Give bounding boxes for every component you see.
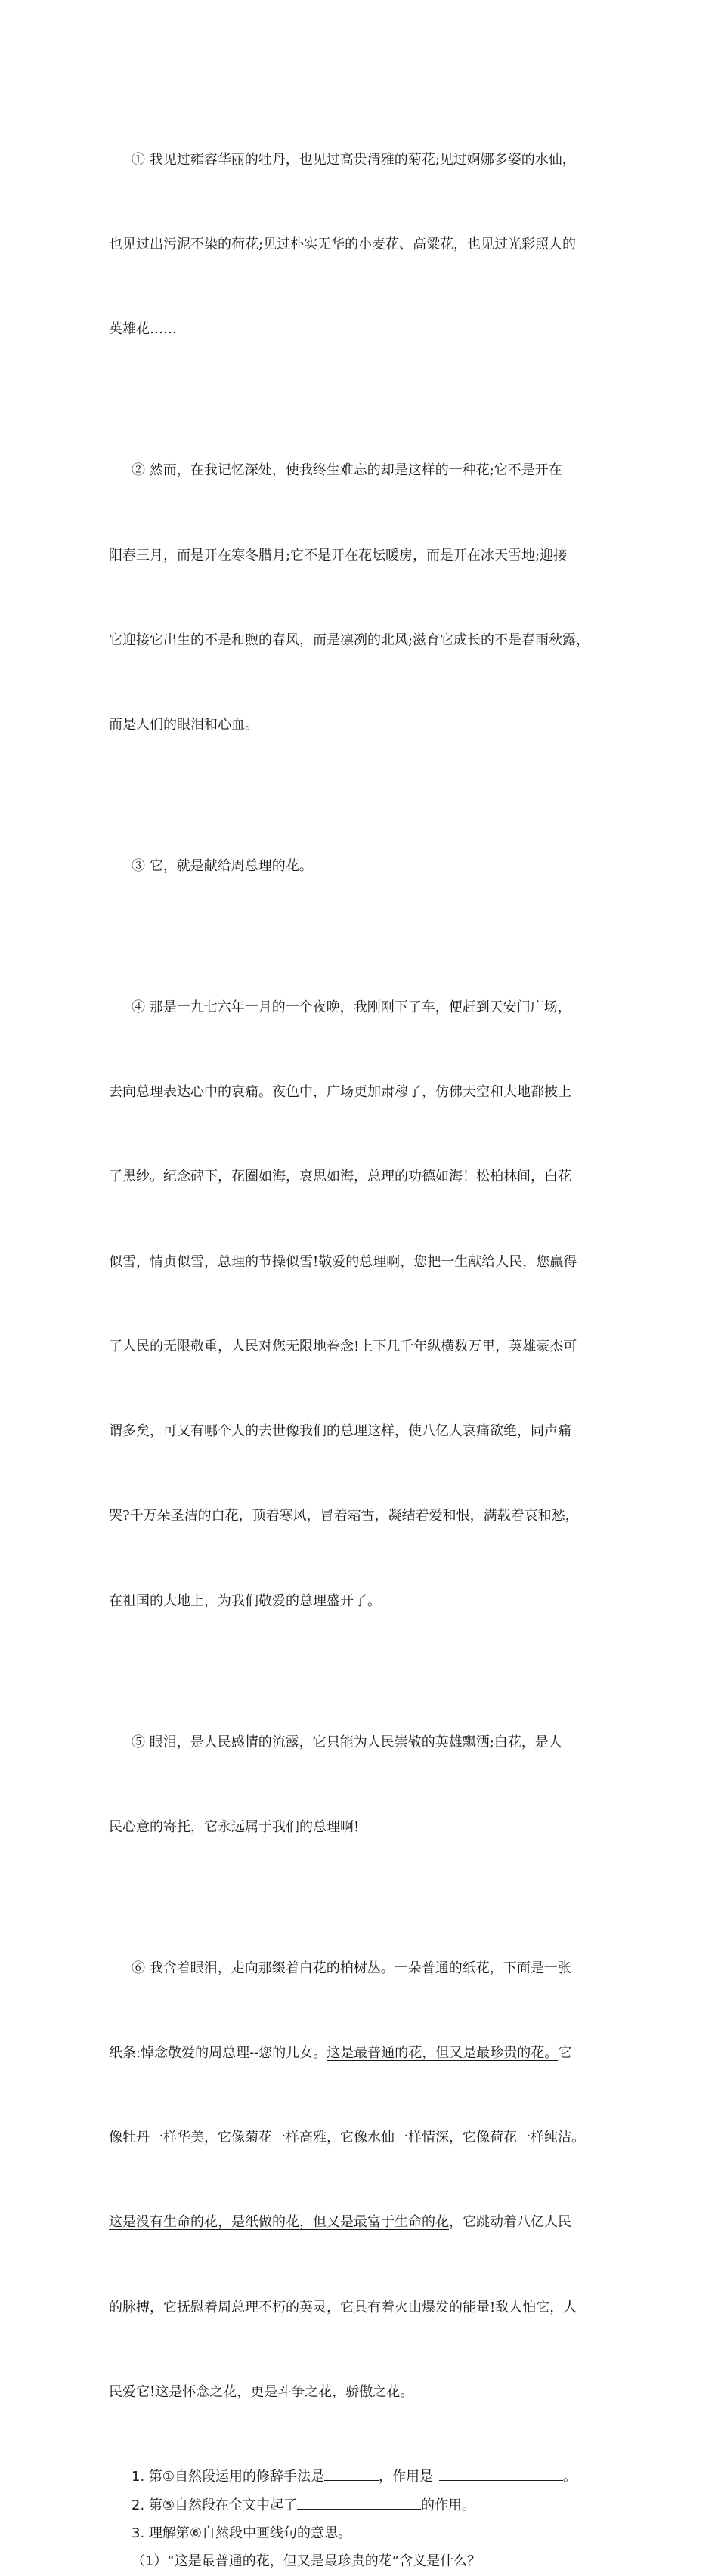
paragraph-1 <box>109 89 617 400</box>
text-line: ⑥ 我含着眼泪，走向那缀着白花的柏树丛。一朵普通的纸花，下面是一张 <box>132 1960 571 1976</box>
text-line: 在祖国的大地上，为我们敬爱的总理盛开了。 <box>109 1592 381 1609</box>
paragraph-6 <box>109 1898 617 2463</box>
answer-blank-rhetoric[interactable] <box>324 2466 379 2481</box>
text-line: 的脉搏，它抚慰着周总理不朽的英灵，它具有着火山爆发的能量!敌人怕它，人 <box>109 2299 577 2315</box>
underlined-sentence-1: 这是最普通的花，但又是最珍贵的花。 <box>327 2045 559 2062</box>
text-line: 去向总理表达心中的哀痛。夜色中，广场更加肃穆了，仿佛天空和大地都披上 <box>109 1084 571 1101</box>
text-line: 民心意的寄托，它永远属于我们的总理啊! <box>109 1818 360 1835</box>
text-line: 谓多矣，可又有哪个人的去世像我们的总理这样，使八亿人哀痛欲绝，同声痛 <box>109 1423 571 1440</box>
text-line: 像牡丹一样华美，它像菊花一样高雅，它像水仙一样情深，它像荷花一样纯洁。 <box>109 2130 585 2146</box>
text-line: 哭?千万朵圣洁的白花，顶着寒风，冒着霜雪，凝结着爱和恨，满载着哀和愁， <box>109 1508 579 1524</box>
answer-blank-function[interactable] <box>297 2495 421 2510</box>
text-line: 阳春三月，而是开在寒冬腊月;它不是开在花坛暖房，而是开在冰天雪地;迎接 <box>109 547 568 564</box>
paragraph-4 <box>109 937 617 1672</box>
text-line: ① 我见过雍容华丽的牡丹，也见过高贵清雅的菊花;见过婀娜多姿的水仙， <box>132 151 576 168</box>
question-text: 2. 第⑤自然段在全文中起了 <box>132 2497 298 2513</box>
text-line: 英雄花…… <box>109 321 177 338</box>
text-line <box>109 2039 617 2067</box>
question-3-sub-1: （1）“这是最普通的花，但又是最珍贵的花”含义是什么？ <box>132 2553 481 2570</box>
underlined-sentence-2: 这是没有生命的花，是纸做的花，但又是最富于生命的花 <box>109 2214 449 2231</box>
question-text: 。 <box>563 2469 577 2485</box>
text-line: 了人民的无限敬重，人民对您无限地眷念!上下几千年纵横数万里，英雄豪杰可 <box>109 1338 577 1354</box>
text-line: 民爱它!这是怀念之花，更是斗争之花，骄傲之花。 <box>109 2383 414 2400</box>
paragraph-2 <box>109 400 617 795</box>
questions-section <box>109 2463 617 2576</box>
text-segment: 纸条:悼念敬爱的周总理--您的儿女。 <box>109 2045 327 2062</box>
question-text: 的作用。 <box>421 2497 476 2513</box>
text-line: 也见过出污泥不染的荷花;见过朴实无华的小麦花、高粱花，也见过光彩照人的 <box>109 236 577 253</box>
text-line: 而是人们的眼泪和心血。 <box>109 716 258 733</box>
paragraph-3 <box>109 795 617 937</box>
text-line: 似雪，情贞似雪，总理的节操似雪!敬爱的总理啊，您把一生献给人民，您赢得 <box>109 1253 577 1270</box>
question-2 <box>132 2491 617 2519</box>
text-line: ② 然而，在我记忆深处，使我终生难忘的却是这样的一种花;它不是开在 <box>132 462 562 479</box>
text-line <box>109 2208 617 2236</box>
text-line: ⑤ 眼泪，是人民感情的流露，它只能为人民崇敬的英雄飘洒;白花，是人 <box>132 1734 562 1750</box>
text-line: ④ 那是一九七六年一月的一个夜晚，我刚刚下了车，便赶到天安门广场， <box>132 999 571 1015</box>
answer-blank-effect[interactable] <box>439 2466 563 2481</box>
question-text: 1. 第①自然段运用的修辞手法是 <box>132 2469 325 2485</box>
text-line: 它迎接它出生的不是和煦的春风，而是凛冽的北风;滋育它成长的不是春雨秋露， <box>109 632 590 648</box>
text-line: ③ 它，就是献给周总理的花。 <box>132 857 313 874</box>
text-segment: ，它跳动着八亿人民 <box>449 2214 571 2231</box>
question-1 <box>132 2463 617 2491</box>
question-3: 3. 理解第⑥自然段中画线句的意思。 <box>132 2525 352 2541</box>
paragraph-5 <box>109 1672 617 1898</box>
text-line: 了黑纱。纪念碑下，花圈如海，哀思如海，总理的功德如海！松柏林间，白花 <box>109 1169 571 1185</box>
text-segment: 它 <box>558 2045 572 2062</box>
question-text: ，作用是 <box>379 2469 434 2485</box>
document-page <box>109 89 617 2576</box>
